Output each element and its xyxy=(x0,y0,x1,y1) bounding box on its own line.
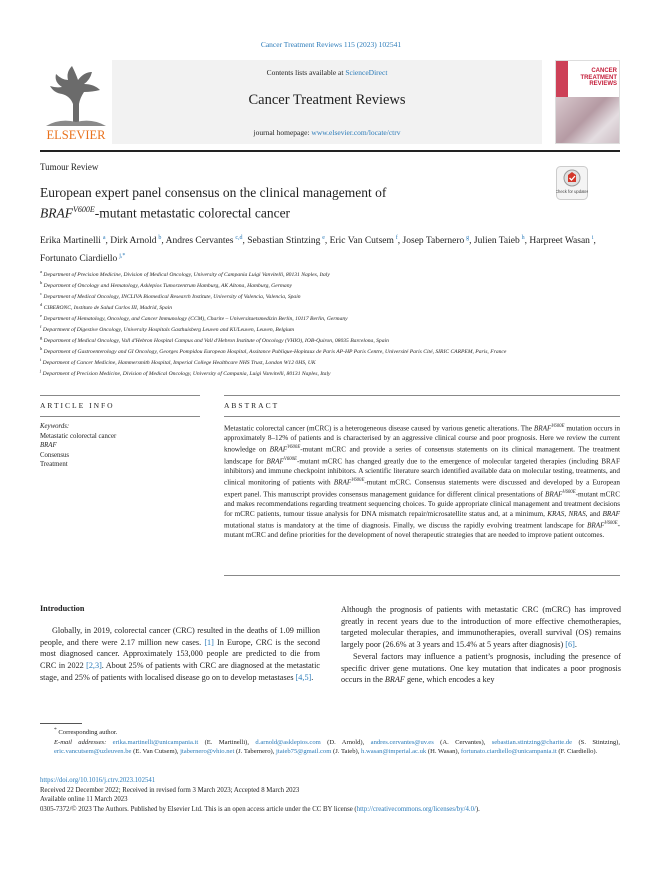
author-name[interactable]: Dirk Arnold xyxy=(110,236,157,247)
article-info-top-rule xyxy=(40,395,200,396)
affiliation xyxy=(40,334,620,345)
email-link[interactable]: andres.cervantes@uv.es xyxy=(370,738,434,746)
author-list: Erika Martinelli $^a$, Dirk Arnold $^b$, Andres Cervantes $^{c,d}$, Sebastian Stintzing $^e$, Eric Van Cutsem $^f$, Josep Tabernero $^g$, Julien Taieb $^h$, Harpreet Wasan $^i$, Fortunato Ciardiello $^{j,*}$ xyxy=(40,235,596,265)
author-name[interactable]: Eric Van Cutsem xyxy=(329,236,394,247)
affiliation xyxy=(40,345,620,356)
author-name[interactable]: Josep Tabernero xyxy=(402,236,465,247)
contents-prefix: Contents lists available at xyxy=(266,68,346,77)
author[interactable] xyxy=(330,236,398,246)
check-updates-icon xyxy=(556,166,588,200)
body-span: Several factors may influence a patient’s prognosis, including the presence of specific driver gene mutations. One key mutation that indicates a poor prognosis occurs in the xyxy=(341,651,621,685)
elsevier-wordmark: ELSEVIER xyxy=(46,128,106,142)
affiliation-mark: c xyxy=(40,290,42,296)
email-label: E-mail addresses: xyxy=(54,738,107,746)
affiliation xyxy=(40,301,620,312)
intro-paragraph-right-1 xyxy=(341,604,621,651)
affiliation-mark: d xyxy=(40,301,43,307)
abstract-span: -mutant mCRC and provide a series of consensus statements on its clinical management. The treatment landscape for xyxy=(224,445,620,466)
email-link[interactable]: h.wasan@imperial.ac.uk xyxy=(361,748,427,756)
elsevier-tree-icon xyxy=(40,60,112,144)
received-dates: Received 22 December 2022; Received in revised form 3 March 2023; Accepted 8 March 2023 xyxy=(40,786,300,794)
corresponding-label: Corresponding author. xyxy=(58,729,118,737)
affiliation-list xyxy=(40,268,620,378)
author-affiliation-mark[interactable]: b xyxy=(158,235,162,241)
author-name[interactable]: Harpreet Wasan xyxy=(529,236,590,247)
gene-term: BRAF xyxy=(333,478,352,487)
affiliation-mark: f xyxy=(40,323,42,329)
email-owner: (H. Wasan), xyxy=(426,748,461,756)
email-owner: (J. Tabernero), xyxy=(234,748,277,756)
author[interactable] xyxy=(40,254,125,264)
license-text-end: ). xyxy=(475,805,480,813)
article-info-rule xyxy=(40,416,200,417)
citation-link[interactable]: [2,3] xyxy=(86,661,102,671)
check-updates-label: Check for updates xyxy=(556,189,588,194)
email-owner: (E. Van Cutsem), xyxy=(131,748,181,756)
license-link[interactable]: http://creativecommons.org/licenses/by/4.0/ xyxy=(356,805,476,813)
mutation-term: V600E xyxy=(351,478,365,484)
footnote-rule xyxy=(40,723,82,724)
paper-title xyxy=(40,184,530,222)
mutation-term: V600E xyxy=(287,445,301,451)
gene-term: KRAS xyxy=(547,509,565,518)
email-owner: (F. Ciardiello). xyxy=(556,748,598,756)
author-affiliation-mark[interactable]: j,* xyxy=(119,253,126,260)
author-affiliation-mark[interactable]: a xyxy=(102,235,106,241)
email-owner: (J. Taieb), xyxy=(331,748,362,756)
affiliation-mark: e xyxy=(40,312,42,318)
author[interactable] xyxy=(40,236,106,246)
author-affiliation-mark[interactable]: e xyxy=(322,235,325,241)
author-affiliation-mark[interactable]: i xyxy=(591,235,594,241)
email-link[interactable]: sebastian.stintzing@charite.de xyxy=(491,738,573,746)
affiliation-text: Department of Cancer Medicine, Hammersmith Hospital, Imperial College Healthcare NHS Trust, London W12 0HS, UK xyxy=(42,359,316,366)
affiliation-text: Department of Precision Medicine, Division of Medical Oncology, University of Campania, Luigi Vanvitelli, 80131 Naples, Italy xyxy=(42,370,331,377)
citation-link[interactable]: [1] xyxy=(204,637,214,647)
footnote-mark: * xyxy=(54,727,57,733)
affiliation-text: Department of Medical Oncology, INCLIVA Biomedical Research Institute, University of Valencia, Valencia, Spain xyxy=(43,293,301,300)
affiliation-text: Department of Hematology, Oncology, and Cancer Immunology (CCM), Charite – Universitaetsmedizin Berlin, 10117 Berlin, Germany xyxy=(43,315,348,322)
abstract-span: -mutant mCRC has changed greatly due to the emergence of molecular targeted therapies (including BRAF inhibitors) and immune checkpoint inhibitors. A scientific literature search identified available data on molecular testing, treatments, and clinical monitoring of patients with xyxy=(224,457,620,487)
abstract-text xyxy=(224,422,620,540)
author[interactable] xyxy=(529,236,593,246)
affiliation-text: Department of Precision Medicine, Division of Medical Oncology, University of Campania Luigi Vanvitelli, 80131 Naples, Italy xyxy=(43,271,330,278)
citation-link[interactable]: [6] xyxy=(565,640,575,650)
email-link[interactable]: eric.vancutsem@uzleuven.be xyxy=(54,748,132,756)
body-span: . xyxy=(311,672,314,682)
email-addresses xyxy=(40,738,620,757)
doi-link[interactable]: https://doi.org/10.1016/j.ctrv.2023.102541 xyxy=(40,777,156,784)
affiliation-text: Department of Medical Oncology, Vall d'Hebron Hospital Campus and Vall d'Hebron Institute of Oncology (VHIO), IOB-Quiron, 08035 Barcelona, Spain xyxy=(43,337,389,344)
abstract-span: mutational status is mandatory at the time of diagnosis. Finally, we discuss the rapidly evolving treatment landscape for xyxy=(224,521,587,530)
article-metadata-footer xyxy=(40,776,630,814)
body-span: In Europe, CRC is the second most diagnosed cancer. Approximately 153,000 people are predicted to die from CRC in 2022 xyxy=(40,637,320,671)
affiliation-text: Department of Oncology and Hematology, Asklepios Tumorzentrum Hamburg, AK Altona, Hamburg, Germany xyxy=(43,282,292,289)
email-link[interactable]: erika.martinelli@unicampania.it xyxy=(112,738,199,746)
mutation-term: V600E xyxy=(604,520,618,526)
mutation-term: V600E xyxy=(551,424,565,429)
affiliation xyxy=(40,290,620,301)
cover-title: CANCER TREATMENT REVIEWS xyxy=(580,68,617,87)
keyword-item: Consensus xyxy=(40,451,70,459)
introduction-heading: Introduction xyxy=(40,604,85,613)
gene-term: BRAF xyxy=(602,509,620,518)
journal-reference-link[interactable]: Cancer Treatment Reviews 115 (2023) 102541 xyxy=(260,40,402,49)
gene-term: BRAF xyxy=(586,521,605,530)
author-affiliation-mark[interactable]: h xyxy=(521,235,525,241)
abstract-span: -mutant mCRC and define priorities for the development of novel therapeutic strategies that are needed to improve patient outcomes. xyxy=(224,521,620,540)
article-info-heading: ARTICLE INFO xyxy=(40,401,115,410)
affiliation xyxy=(40,367,620,378)
mutation-term: V600E xyxy=(283,456,297,462)
abstract-top-rule xyxy=(224,395,620,396)
title-rest: -mutant metastatic colorectal cancer xyxy=(94,205,291,221)
header-rule xyxy=(40,150,620,152)
affiliation-mark: b xyxy=(40,279,43,285)
abstract-span: -mutant mCRC and makes recommendations regarding treatment sequencing choices. To guide appropriate clinical management and treatment decisions for mCRC patients, tumour tissue analysis for DNA mismatch repair/microsatellite status and, at a minimum, xyxy=(224,489,620,518)
article-type: Tumour Review xyxy=(40,162,99,172)
journal-homepage-line xyxy=(112,128,542,137)
author[interactable] xyxy=(403,236,470,246)
footnotes xyxy=(40,726,620,757)
body-span: Globally, in 2019, colorectal cancer (CRC) resulted in the deaths of 1.09 million people, and there were 2.17 million new cases. xyxy=(40,626,320,647)
license-line xyxy=(40,805,630,815)
corresponding-author-note xyxy=(40,726,620,738)
affiliation xyxy=(40,268,620,279)
intro-paragraph-right-2 xyxy=(341,651,621,686)
body-span: . xyxy=(574,640,577,650)
keyword-item: Metastatic colorectal cancer xyxy=(40,432,117,440)
affiliation-text: CIBERONC, Instituto de Salud Carlos III, Madrid, Spain xyxy=(43,304,172,311)
abstract-span: , and xyxy=(585,509,603,518)
gene-term: BRAF xyxy=(269,445,288,454)
available-online-date: Available online 11 March 2023 xyxy=(40,796,128,804)
mutation-term: V600E xyxy=(562,489,576,495)
author-affiliation-mark[interactable]: g xyxy=(466,235,470,241)
affiliation xyxy=(40,356,620,367)
journal-cover-thumbnail[interactable] xyxy=(555,60,620,144)
gene-term: NRAS xyxy=(568,509,586,518)
gene-term: BRAF xyxy=(266,457,284,466)
contents-available-line xyxy=(112,68,542,77)
affiliation xyxy=(40,279,620,290)
affiliation xyxy=(40,312,620,323)
journal-title: Cancer Treatment Reviews xyxy=(248,92,406,108)
keywords-block xyxy=(40,422,200,470)
cover-image xyxy=(556,97,620,144)
license-text: 0305-7372/© 2023 The Authors. Published by Elsevier Ltd. This is an open access article under the CC BY license ( xyxy=(40,805,357,813)
gene-term: BRAF xyxy=(384,675,405,685)
email-link[interactable]: fortunato.ciardiello@unicampania.it xyxy=(460,748,557,756)
email-link[interactable]: jtabernero@vhio.net xyxy=(180,748,235,756)
body-span: . About 25% of patients with CRC are diagnosed at the metastatic stage, and 25% of patients with localised disease go on to develop metastases xyxy=(40,661,320,682)
body-span: gene, which encodes a key xyxy=(404,675,495,685)
abstract-span: -mutant mCRC. Consensus statements were discussed and developed by a European expert panel. This manuscript provides consensus management guidance for different clinical presentations of xyxy=(224,478,620,498)
journal-homepage-link[interactable]: www.elsevier.com/locate/ctrv xyxy=(311,128,401,137)
gene-term: BRAF xyxy=(545,489,563,498)
title-gene: BRAF xyxy=(40,205,73,221)
abstract-rule xyxy=(224,416,620,417)
affiliation-mark: h xyxy=(40,345,43,351)
affiliation-text: Department of Gastroenterology and GI Oncology, Georges Pompidou European Hospital, Assitance Publique-Hopitaux de Paris AP-HP Paris Centre, Université Paris Cité, SIRIC CARPEM, Paris, France xyxy=(43,348,507,355)
keyword-item: BRAF xyxy=(40,442,57,449)
abstract-span: , xyxy=(564,509,569,518)
author-affiliation-mark[interactable]: f xyxy=(395,235,398,241)
author-name[interactable]: Fortunato Ciardiello xyxy=(40,254,118,265)
intro-column-right xyxy=(341,604,621,686)
title-mutation: V600E xyxy=(73,205,95,214)
affiliation-mark: i xyxy=(40,356,42,362)
abstract-bottom-rule xyxy=(224,575,620,576)
keyword-item: Treatment xyxy=(40,461,68,468)
email-owner: (E. Martinelli), xyxy=(198,738,256,746)
affiliation-text: Department of Digestive Oncology, University Hospitals Gasthuisberg Leuven and KULeuven, Leuven, Belgium xyxy=(42,326,295,333)
email-link[interactable]: jtaieb75@gmail.com xyxy=(276,748,332,756)
intro-paragraph-left xyxy=(40,625,320,684)
author-name[interactable]: Sebastian Stintzing xyxy=(247,236,321,247)
body-span: Although the prognosis of patients with metastatic CRC (mCRC) has improved greatly in recent years due to the introduction of more effective chemotherapies, targeted molecular therapies, and immunotherapies, overall survival (OS) remains largely poor (26.6% at 3 years and 15.4% at 5 years after diagnosis) xyxy=(341,605,621,650)
sciencedirect-link[interactable]: ScienceDirect xyxy=(345,68,388,77)
abstract-span: Metastatic colorectal cancer (mCRC) is a heterogeneous disease caused by various genetic alterations. The xyxy=(224,424,534,433)
author[interactable] xyxy=(110,236,161,246)
title-line-1: European expert panel consensus on the clinical management of xyxy=(40,185,387,200)
author[interactable] xyxy=(166,236,243,246)
check-for-updates-button[interactable] xyxy=(556,166,588,200)
email-link[interactable]: d.arnold@asklepios.com xyxy=(255,738,321,746)
author-name[interactable]: Andres Cervantes xyxy=(165,236,234,247)
email-owner: (D. Arnold), xyxy=(320,738,371,746)
author[interactable] xyxy=(247,236,325,246)
gene-term: BRAF xyxy=(533,424,552,433)
elsevier-logo[interactable] xyxy=(40,60,112,144)
citation-link[interactable]: [4,5] xyxy=(295,672,312,682)
keywords-label: Keywords: xyxy=(40,423,70,430)
affiliation-mark: g xyxy=(40,334,43,340)
affiliation xyxy=(40,323,620,334)
author[interactable] xyxy=(474,236,525,246)
cover-accent-strip xyxy=(556,61,568,97)
author-name[interactable]: Erika Martinelli xyxy=(40,236,101,247)
email-owner: (A. Cervantes), xyxy=(433,738,492,746)
author-name[interactable]: Julien Taieb xyxy=(473,236,520,247)
homepage-prefix: journal homepage: xyxy=(253,128,312,137)
affiliation-mark: a xyxy=(40,269,42,274)
abstract-heading: ABSTRACT xyxy=(224,401,280,410)
affiliation-mark: j xyxy=(40,367,42,373)
email-owner: (S. Stintzing), xyxy=(572,738,621,746)
author-affiliation-mark[interactable]: c,d xyxy=(235,235,243,241)
abstract-span: mutation occurs in approximately 8–12% of patients and is characterised by an aggressive clinical course and poor prognosis. Here we review the current knowledge on xyxy=(224,424,620,454)
